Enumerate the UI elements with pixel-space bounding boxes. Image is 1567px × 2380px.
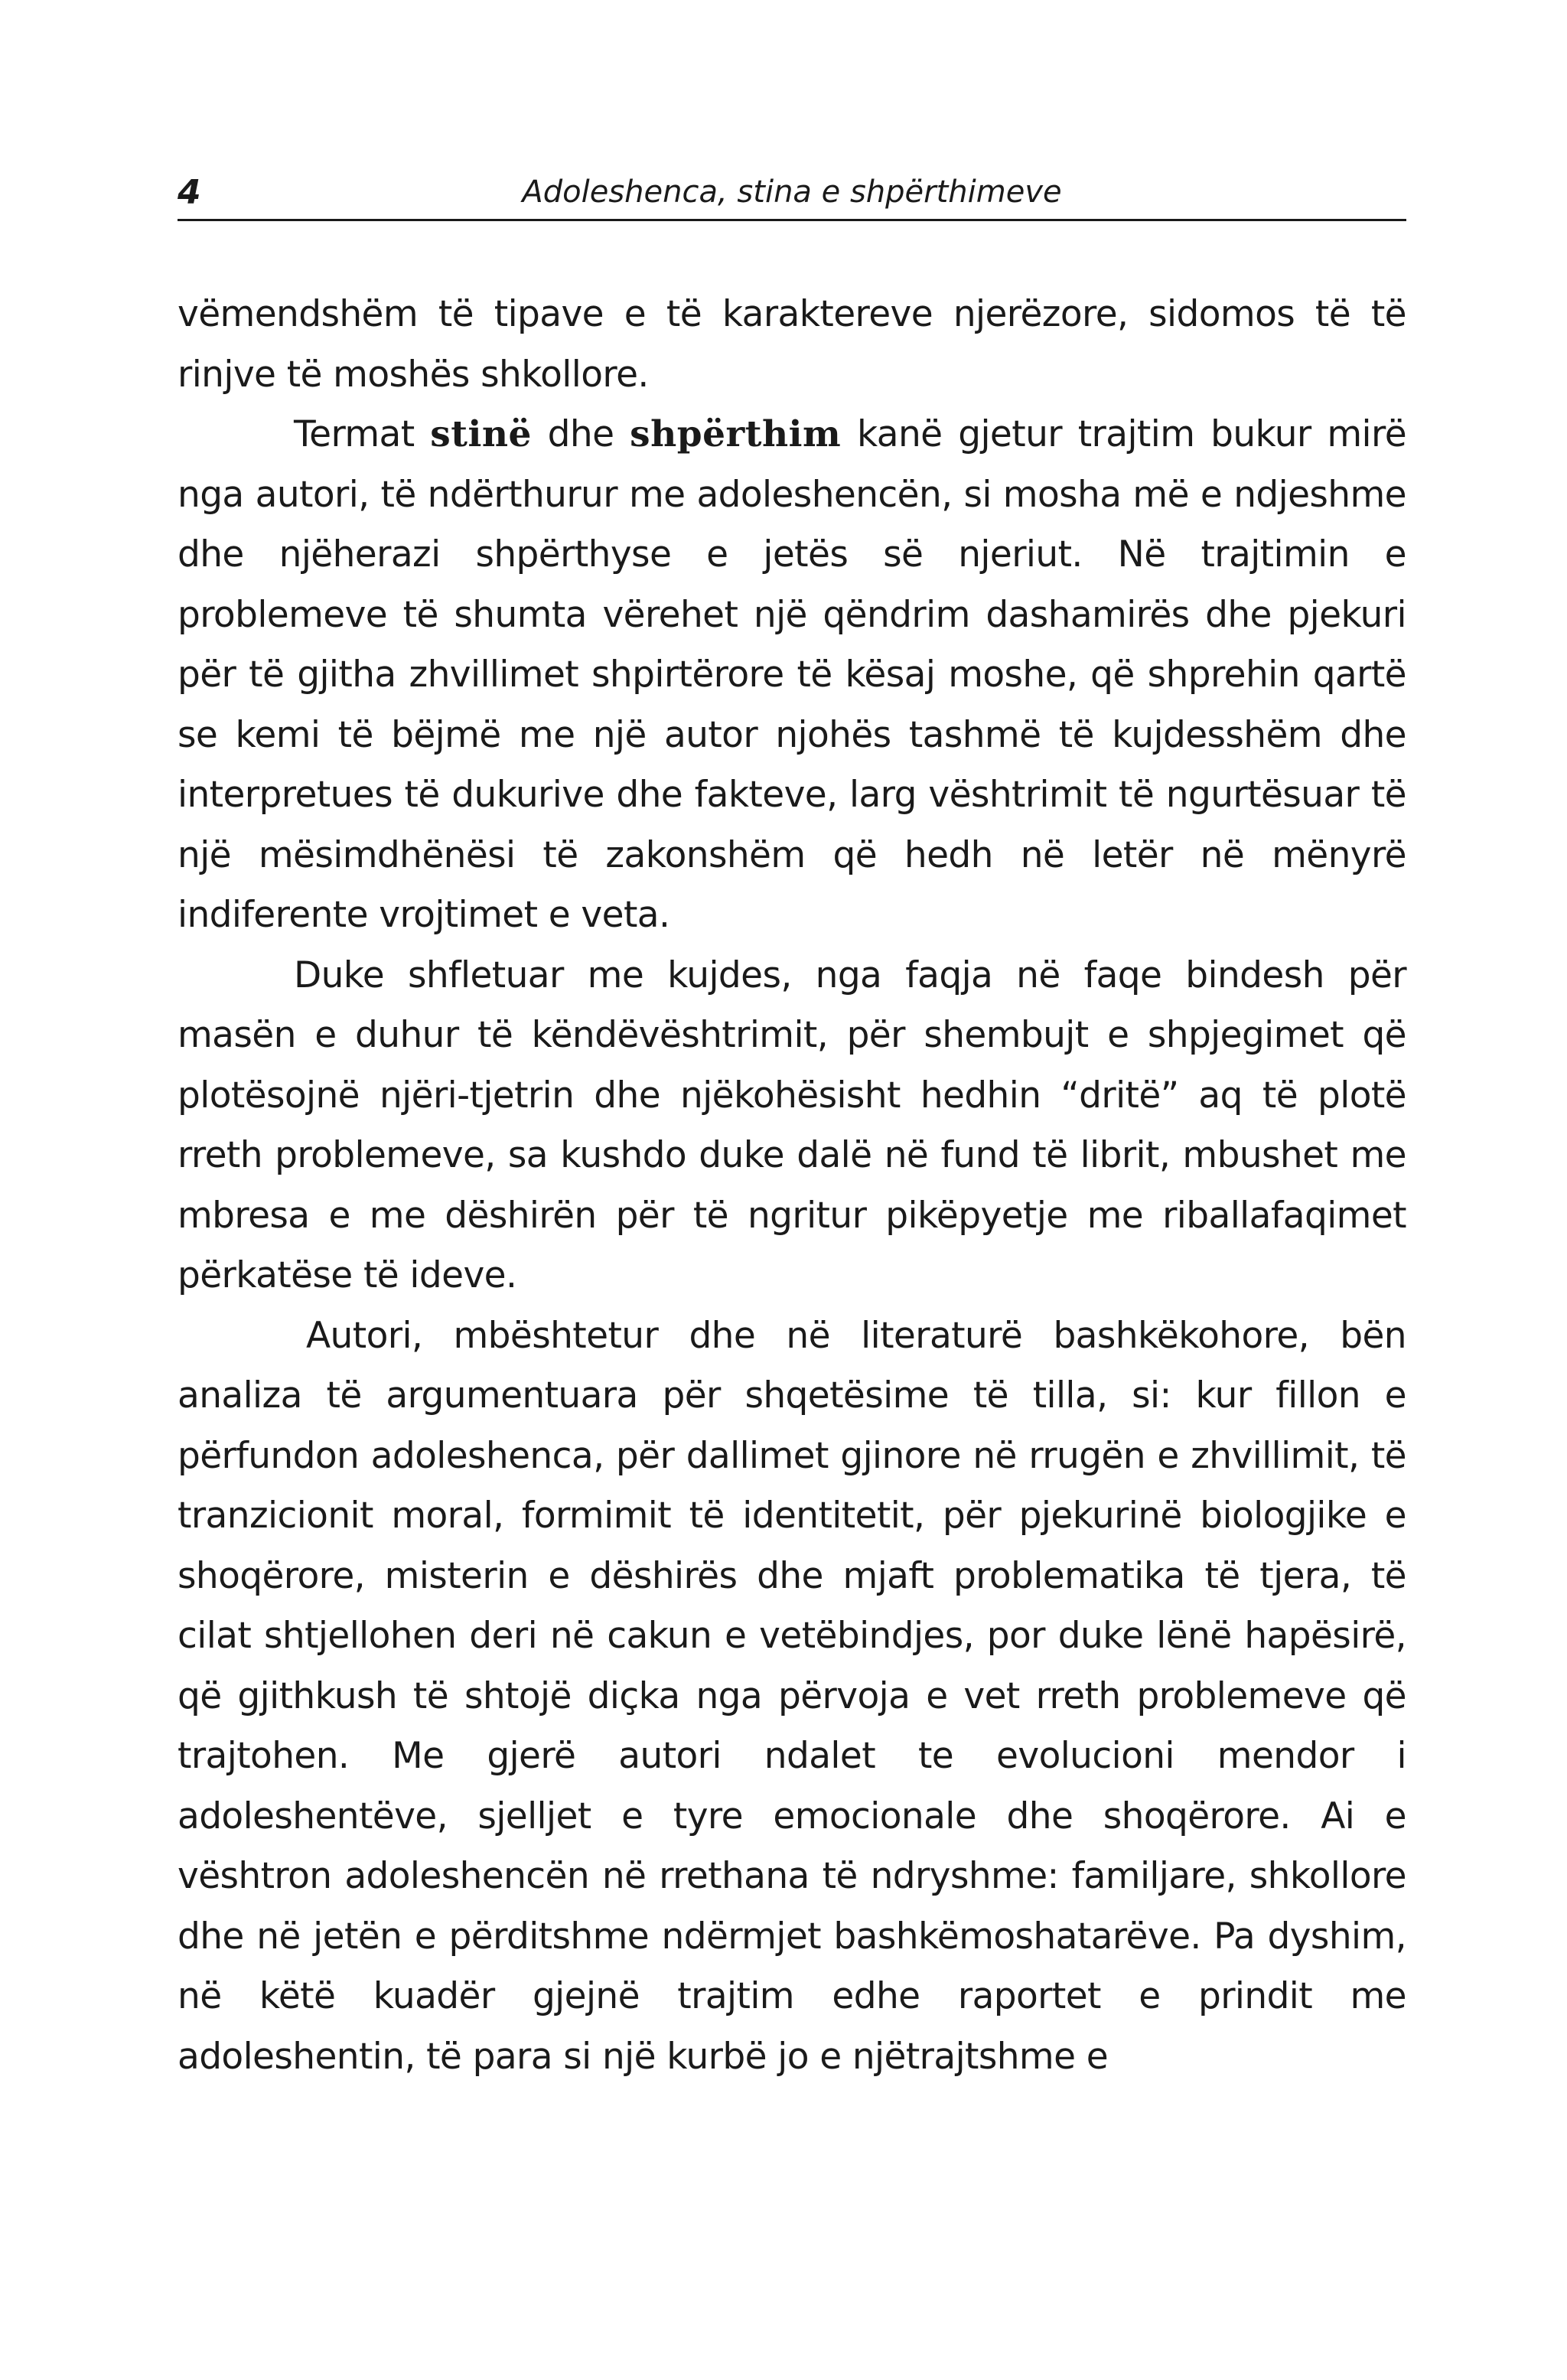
body-text [178, 285, 1406, 2087]
book-page [178, 0, 1406, 2380]
paragraph-3: Duke shfletuar me kujdes, nga faqja në faqe bindesh për masën e duhur të këndëvështrimit, për shembujt e shpjegimet që plotësojnë njëri-tjetrin dhe njëkohësisht hedhin “dritë” aq të plotë rreth problemeve, sa kushdo duke dalë në fund të librit, mbushet me mbresa e me dëshirën për të ngritur pikëpyetje me riballafaqimet përkatëse të ideve. [178, 954, 1406, 1296]
paragraph-1: vëmendshëm të tipave e të karaktereve njerëzore, sidomos të të rinjve të moshës shkollore. [178, 293, 1406, 396]
paragraph-2-lead: Termat [294, 413, 431, 455]
term-shperthim: shpërthim [630, 413, 842, 455]
paragraph-2-conjunction: dhe [531, 413, 630, 455]
paragraph-4: Autori, mbështetur dhe në literaturë bashkëkohore, bën analiza të argumentuara për shqetësime të tilla, si: kur fillon e përfundon adoleshenca, për dallimet gjinore në rrugën e zhvillimit, të tranzicionit moral, formimit të identitetit, për pjekurinë biologjike e shoqërore, misterin e dëshirës dhe mjaft problematika të tjera, të cilat shtjellohen deri në cakun e vetëbindjes, por duke lënë hapësirë, që gjithkush të shtojë diçka nga përvoja e vet rreth problemeve që trajtohen. Me gjerë autori ndalet te evolucioni mendor i adoleshentëve, sjelljet e tyre emocionale dhe shoqërore. Ai e vështron adoleshencën në rrethana të ndryshme: familjare, shkollore dhe në jetën e përditshme ndërmjet bashkëmoshatarëve. Pa dyshim, në këtë kuadër gjejnë trajtim edhe raportet e prindit me adoleshentin, të para si një kurbë jo e njëtrajtshme e [178, 1314, 1406, 2078]
page-number: 4 [178, 173, 201, 212]
term-stine: stinë [430, 413, 532, 455]
running-title: Adoleshenca, stina e shpërthimeve [522, 174, 1062, 210]
paragraph-2-text: kanë gjetur trajtim bukur mirë nga autori, të ndërthurur me adoleshencën, si mosha më e ndjeshme dhe njëherazi shpërthyse e jetës së njeriut. Në trajtimin e problemeve të shumta vërehet një qëndrim dashamirës dhe pjekuri për të gjitha zhvillimet shpirtërore të kësaj moshe, që shprehin qartë se kemi të bëjmë me një autor njohës tashmë të kujdesshëm dhe interpretues të dukurive dhe fakteve, larg vështrimit të ngurtësuar të një mësimdhënësi të zakonshëm që hedh në letër në mënyrë indiferente vrojtimet e veta. [178, 413, 1407, 936]
running-header [178, 167, 1406, 221]
paragraph-2 [178, 405, 1406, 946]
